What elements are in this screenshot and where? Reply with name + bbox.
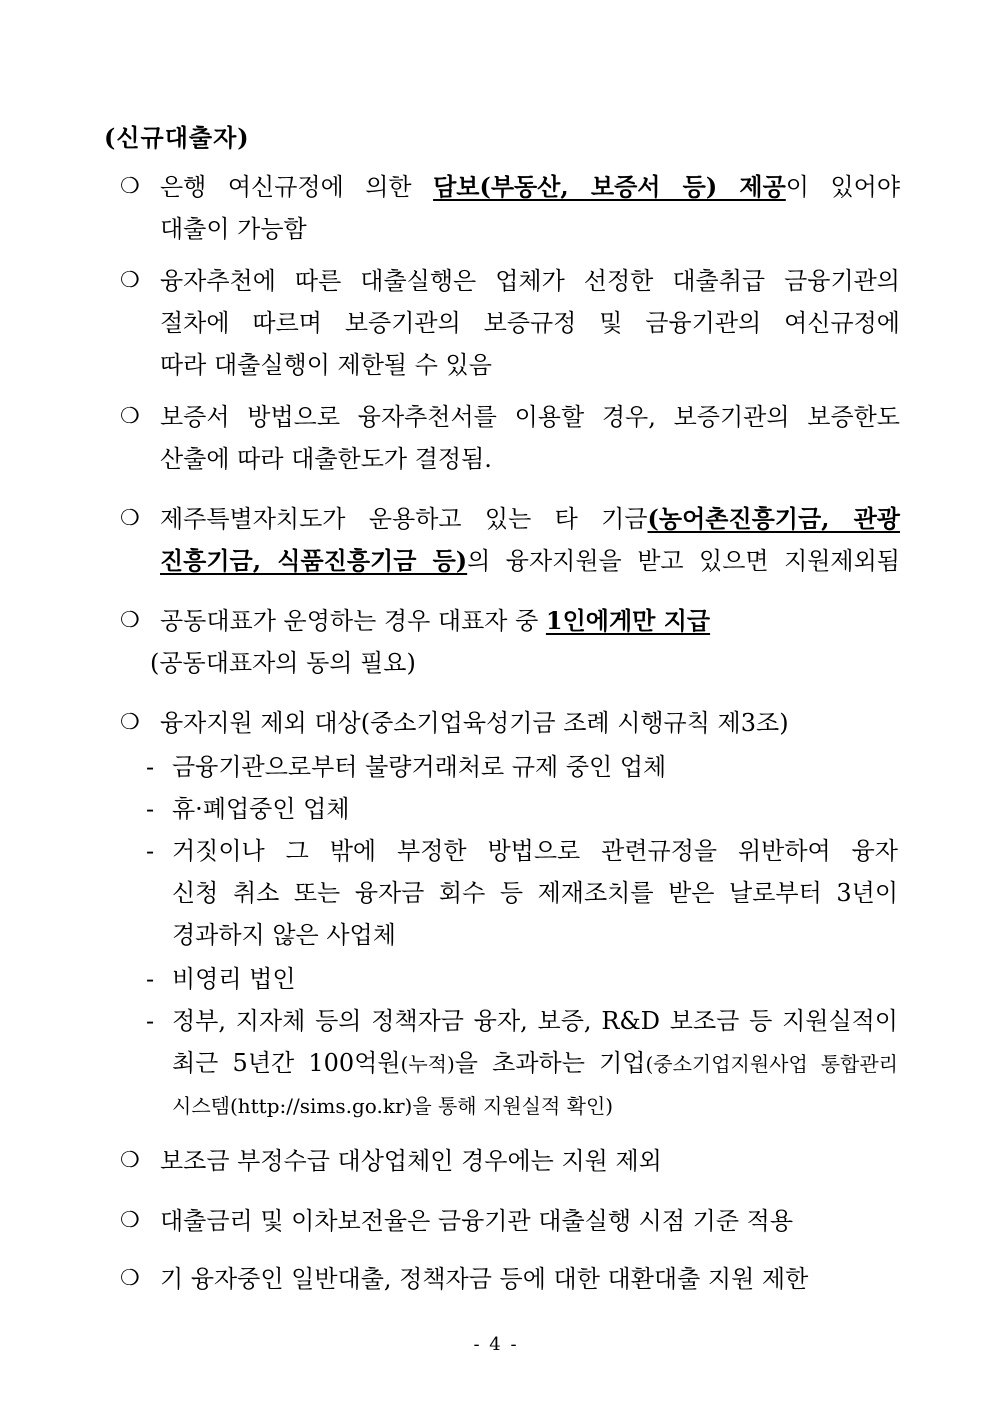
item-line: 따라 대출실행이 제한될 수 있음 bbox=[160, 351, 492, 379]
item-line: 융자지원 제외 대상(중소기업육성기금 조례 시행규칙 제3조) bbox=[160, 709, 789, 737]
circle-bullet-icon: ❍ bbox=[120, 1148, 140, 1173]
bullet-item-subsidy-fraud bbox=[120, 1140, 900, 1182]
circle-bullet-icon: ❍ bbox=[120, 404, 140, 429]
sub-item-nonprofit bbox=[146, 958, 898, 1000]
item-line: 보증서 방법으로 융자추천서를 이용할 경우, 보증기관의 보증한도 bbox=[160, 403, 900, 431]
item-line: 기 융자중인 일반대출, 정책자금 등에 대한 대환대출 지원 제한 bbox=[160, 1265, 809, 1293]
sub-line: 휴·폐업중인 업체 bbox=[172, 795, 350, 823]
item-line: 보조금 부정수급 대상업체인 경우에는 지원 제외 bbox=[160, 1147, 662, 1175]
bullet-item-joint-representative bbox=[120, 600, 900, 684]
dash-marker: - bbox=[146, 965, 155, 993]
circle-bullet-icon: ❍ bbox=[120, 608, 140, 633]
emphasis-text: 담보(부동산, 보증서 등) 제공 bbox=[433, 172, 786, 201]
dash-marker: - bbox=[146, 1007, 155, 1035]
bullet-item-loan-execution bbox=[120, 260, 900, 386]
page-number: - 4 - bbox=[473, 1334, 519, 1355]
bullet-item-interest-rate bbox=[120, 1200, 900, 1242]
circle-bullet-icon: ❍ bbox=[120, 710, 140, 735]
sub-line: 거짓이나 그 밖에 부정한 방법으로 관련규정을 위반하여 융자 bbox=[172, 837, 898, 865]
bullet-item-guarantee-limit bbox=[120, 396, 900, 480]
emphasis-text: 1인에게만 지급 bbox=[545, 606, 711, 635]
circle-bullet-icon: ❍ bbox=[120, 1266, 140, 1291]
sub-item-closed-business bbox=[146, 788, 898, 830]
dash-marker: - bbox=[146, 795, 155, 823]
emphasis-text: 진흥기금, 식품진흥기금 등) bbox=[160, 546, 468, 575]
circle-bullet-icon: ❍ bbox=[120, 506, 140, 531]
bullet-item-other-funds bbox=[120, 498, 900, 582]
sub-item-bad-debtor bbox=[146, 746, 898, 788]
item-line: 대출이 가능함 bbox=[160, 215, 307, 243]
item-note: (공동대표자의 동의 필요) bbox=[150, 649, 416, 677]
item-line: 진흥기금, 식품진흥기금 등)의 융자지원을 받고 있으면 지원제외됨 bbox=[160, 546, 900, 575]
sub-line: 금융기관으로부터 불량거래처로 규제 중인 업체 bbox=[172, 753, 667, 781]
item-line: 대출금리 및 이차보전율은 금융기관 대출실행 시점 기준 적용 bbox=[160, 1207, 794, 1235]
dash-marker: - bbox=[146, 837, 155, 865]
sub-item-support-record bbox=[146, 1000, 898, 1127]
sub-line: 경과하지 않은 사업체 bbox=[172, 921, 396, 949]
item-line: 제주특별자치도가 운용하고 있는 타 기금(농어촌진흥기금, 관광 bbox=[160, 504, 900, 533]
sub-item-fraud bbox=[146, 830, 898, 956]
item-line: 절차에 따르며 보증기관의 보증규정 및 금융기관의 여신규정에 bbox=[160, 309, 900, 337]
sub-line: 시스템(http://sims.go.kr)을 통해 지원실적 확인) bbox=[172, 1094, 614, 1118]
sub-line: 비영리 법인 bbox=[172, 965, 296, 993]
item-line: 은행 여신규정에 의한 담보(부동산, 보증서 등) 제공이 있어야 bbox=[160, 172, 901, 201]
section-heading: (신규대출자) bbox=[104, 123, 250, 152]
bullet-item-refinancing bbox=[120, 1258, 900, 1300]
circle-bullet-icon: ❍ bbox=[120, 174, 140, 199]
sub-line: 최근 5년간 100억원(누적)을 초과하는 기업(중소기업지원사업 통합관리 bbox=[172, 1049, 899, 1077]
dash-marker: - bbox=[146, 753, 155, 781]
emphasis-text: (농어촌진흥기금, 관광 bbox=[647, 504, 900, 533]
bullet-item-collateral bbox=[120, 166, 900, 250]
bullet-item-exclusions bbox=[120, 702, 900, 744]
item-line: 융자추천에 따른 대출실행은 업체가 선정한 대출취급 금융기관의 bbox=[160, 267, 900, 295]
item-line: 공동대표가 운영하는 경우 대표자 중 1인에게만 지급 bbox=[160, 606, 711, 635]
circle-bullet-icon: ❍ bbox=[120, 1208, 140, 1233]
circle-bullet-icon: ❍ bbox=[120, 268, 140, 293]
item-line: 산출에 따라 대출한도가 결정됨. bbox=[160, 445, 492, 473]
sub-line: 정부, 지자체 등의 정책자금 융자, 보증, R&D 보조금 등 지원실적이 bbox=[172, 1007, 898, 1035]
sub-line: 신청 취소 또는 융자금 회수 등 제재조치를 받은 날로부터 3년이 bbox=[172, 879, 898, 907]
